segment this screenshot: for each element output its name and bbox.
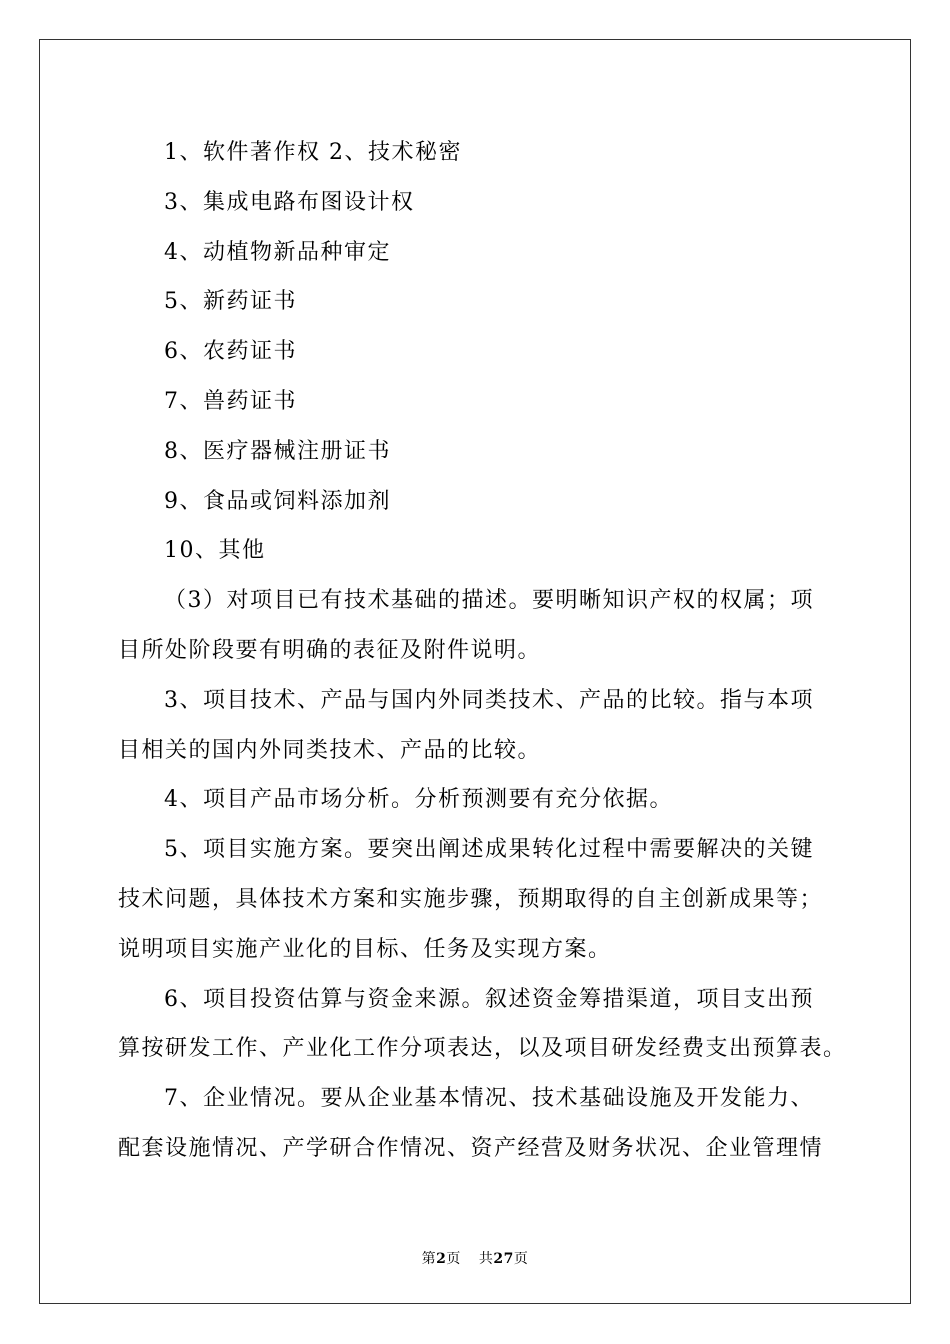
total-suffix: 页 [513, 1251, 529, 1267]
list-item: 10、其他 [164, 538, 266, 564]
list-item: 5、新药证书 [164, 289, 297, 315]
page-number: 2 [436, 1251, 447, 1267]
list-item: 4、动植物新品种审定 [164, 239, 391, 265]
paragraph-line: 目相关的国内外同类技术、产品的比较。 [118, 737, 542, 763]
page-prefix: 第 [421, 1251, 437, 1267]
paragraph-line: 6、项目投资估算与资金来源。叙述资金筹措渠道，项目支出预 [164, 986, 814, 1012]
list-item: 7、兽药证书 [164, 388, 297, 414]
list-item: 8、医疗器械注册证书 [164, 438, 391, 464]
paragraph-line: 说明项目实施产业化的目标、任务及实现方案。 [118, 936, 612, 962]
list-item: 1、软件著作权 2、技术秘密 [164, 140, 462, 165]
list-item: 9、食品或饲料添加剂 [164, 488, 391, 514]
list-item: 6、农药证书 [164, 339, 297, 365]
list-item: 3、集成电路布图设计权 [164, 189, 415, 215]
paragraph-line: 技术问题，具体技术方案和实施步骤，预期取得的自主创新成果等； [118, 886, 824, 912]
total-prefix: 共 [478, 1251, 494, 1267]
paragraph-line: 目所处阶段要有明确的表征及附件说明。 [118, 637, 542, 663]
page-footer [0, 1248, 950, 1268]
paragraph-line: （3）对项目已有技术基础的描述。要明晰知识产权的权属；项 [164, 588, 814, 614]
page-suffix: 页 [446, 1251, 461, 1267]
paragraph-line: 4、项目产品市场分析。分析预测要有充分依据。 [164, 787, 673, 813]
paragraph-line: 3、项目技术、产品与国内外同类技术、产品的比较。指与本项 [164, 687, 814, 713]
paragraph-line: 5、项目实施方案。要突出阐述成果转化过程中需要解决的关键 [164, 837, 814, 863]
paragraph-line: 算按研发工作、产业化工作分项表达，以及项目研发经费支出预算表。 [118, 1036, 847, 1062]
total-pages: 27 [493, 1251, 514, 1267]
paragraph-line: 配套设施情况、产学研合作情况、资产经营及财务状况、企业管理情 [118, 1135, 824, 1161]
document-body [118, 128, 847, 1174]
paragraph-line: 7、企业情况。要从企业基本情况、技术基础设施及开发能力、 [164, 1086, 814, 1112]
